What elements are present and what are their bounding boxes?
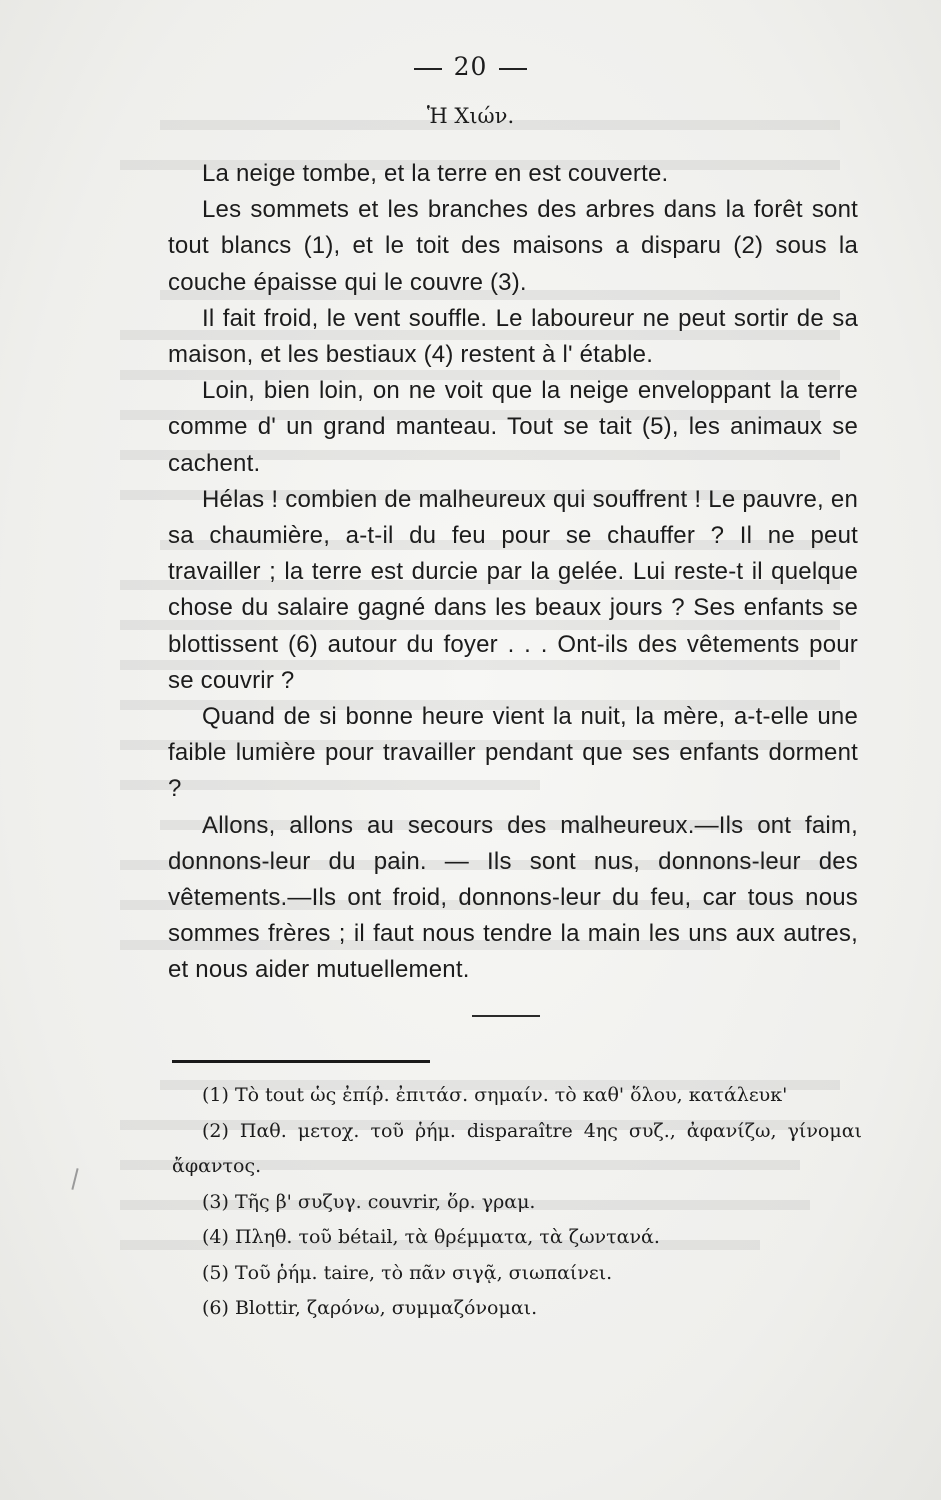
paragraph: La neige tombe, et la terre en est couverte. [202, 160, 669, 187]
text-end-rule [472, 1015, 540, 1017]
footnote: (2) Παθ. μετοχ. τοῦ ῥήμ. disparaître 4ης συζ., ἀφανίζω, γίνομαι ἄφαντος. [172, 1119, 862, 1177]
footnotes [172, 1078, 862, 1327]
paragraph: Il fait froid, le vent souffle. Le laboureur ne peut sortir de sa maison, et les bestiaux (4) restent à l' étable. [168, 304, 858, 369]
footnote: (1) Τὸ tout ὡς ἐπίῤ. ἐπιτάσ. σημαίν. τὸ καθ' ὅλου, κατάλευκ' [202, 1084, 788, 1106]
paragraph: Loin, bien loin, on ne voit que la neige enveloppant la terre comme d' un grand manteau. Tout se tait (5), les animaux se cachent. [168, 377, 858, 477]
margin-mark [71, 1168, 78, 1190]
footnote: (6) Blottir, ζαρόνω, συμμαζόνομαι. [202, 1297, 538, 1319]
paragraph: Les sommets et les branches des arbres dans la forêt sont tout blancs (1), et le toit des maisons a disparu (2) sous la couche épaisse qui le couvre (3). [168, 196, 858, 296]
paragraph: Quand de si bonne heure vient la nuit, la mère, a-t-elle une faible lumière pour travailler pendant que ses enfants dorment ? [168, 703, 858, 803]
footnote: (4) Πληθ. τοῦ bétail, τὰ θρέμματα, τὰ ζωντανά. [202, 1226, 660, 1248]
page-number [0, 52, 941, 81]
section-heading: Ἡ Χιών. [426, 104, 515, 128]
footnote: (3) Τῆς β' συζυγ. couvrir, ὅρ. γραμ. [202, 1190, 536, 1213]
paragraph: Allons, allons au secours des malheureux.—Ils ont faim, donnons-leur du pain. — Ils sont nus, donnons-leur des vêtements.—Ils ont froid, donnons-leur du feu, car tous nous sommes frères ; il faut nous tendre la main les uns aux autres, et nous aider mutuellement. [168, 811, 858, 984]
footnote-rule [172, 1060, 430, 1063]
paragraph: Hélas ! combien de malheureux qui souffrent ! Le pauvre, en sa chaumière, a-t-il du feu pour se chauffer ? Il ne peut travailler ; la terre est durcie par la gelée. Lui reste-t il quelque chose du salaire gagné dans les beaux jours ? Ses enfants se blottissent (6) autour du foyer . . . Ont-ils des vêtements pour se couvrir ? [168, 485, 858, 694]
page-number-dash-left [414, 68, 442, 70]
footnote: (5) Τοῦ ῥήμ. taire, τὸ πᾶν σιγᾷ, σιωπαίνει. [202, 1261, 613, 1284]
page-number-dash-right [499, 68, 527, 70]
body-text [168, 156, 858, 989]
page-number-value: 20 [453, 52, 488, 81]
